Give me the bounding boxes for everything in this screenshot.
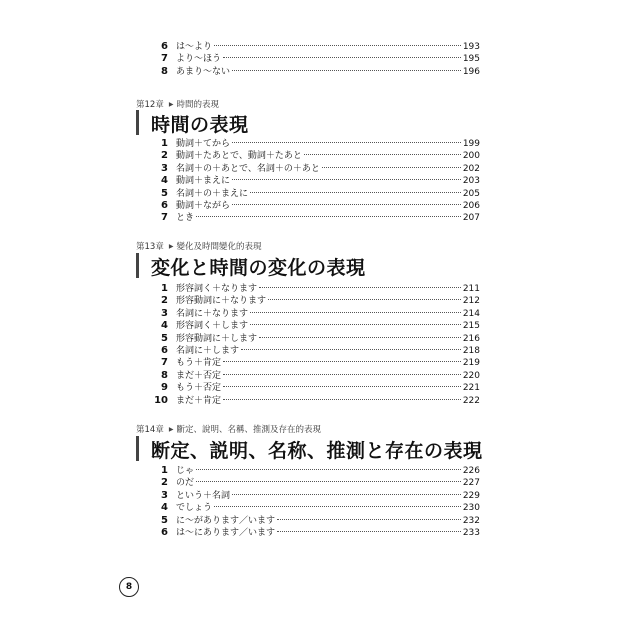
entry-page: 193 bbox=[462, 42, 480, 52]
toc-entry[interactable] bbox=[150, 395, 480, 407]
entry-title: 動詞＋たあとで、動詞＋たあと bbox=[176, 151, 302, 162]
entry-number: 3 bbox=[161, 162, 168, 174]
entry-number: 8 bbox=[161, 369, 168, 381]
toc-entry[interactable] bbox=[150, 308, 480, 320]
chapter-number: 第12章 bbox=[136, 100, 164, 110]
entry-page: 200 bbox=[462, 151, 480, 162]
chapter-13-title[interactable]: 変化と時間の変化の表現 bbox=[151, 257, 366, 279]
toc-entry[interactable] bbox=[150, 295, 480, 307]
dot-leader bbox=[241, 349, 461, 350]
dot-leader bbox=[232, 142, 461, 143]
toc-entry[interactable] bbox=[150, 515, 480, 527]
entry-title: は～より bbox=[176, 42, 213, 52]
page-number-badge: 8 bbox=[119, 577, 139, 597]
dot-leader bbox=[214, 45, 461, 46]
toc-entry[interactable] bbox=[150, 53, 480, 65]
entry-page: 215 bbox=[462, 321, 480, 332]
chapter-subtitle: 時間的表現 bbox=[176, 100, 219, 110]
entry-number: 7 bbox=[161, 357, 168, 369]
toc-entry[interactable] bbox=[150, 188, 480, 200]
entry-page: 219 bbox=[462, 358, 480, 369]
entry-number: 2 bbox=[161, 295, 168, 307]
toc-entry[interactable] bbox=[150, 283, 480, 295]
toc-entry[interactable] bbox=[150, 138, 480, 150]
toc-entry[interactable] bbox=[150, 320, 480, 332]
entry-number: 6 bbox=[161, 344, 168, 356]
entry-title: 名詞に＋します bbox=[176, 345, 240, 356]
chapter-number: 第14章 bbox=[136, 425, 164, 435]
entry-number: 3 bbox=[161, 489, 168, 501]
chapter-12-label bbox=[136, 98, 219, 110]
dot-leader bbox=[223, 57, 461, 58]
entry-number: 8 bbox=[161, 65, 168, 77]
entry-title: もう＋否定 bbox=[176, 383, 222, 394]
entry-page: 214 bbox=[462, 308, 480, 319]
entry-page: 230 bbox=[462, 503, 480, 514]
entry-number: 4 bbox=[161, 175, 168, 187]
entry-title: 形容詞く＋します bbox=[176, 321, 249, 332]
entry-page: 196 bbox=[462, 66, 480, 77]
entry-number: 9 bbox=[161, 382, 168, 394]
entry-page: 226 bbox=[462, 466, 480, 476]
dot-leader bbox=[196, 216, 461, 217]
entry-title: でしょう bbox=[176, 503, 213, 514]
entry-number: 2 bbox=[161, 150, 168, 162]
entry-page: 221 bbox=[462, 383, 480, 394]
toc-entry[interactable] bbox=[150, 345, 480, 357]
entry-number: 4 bbox=[161, 320, 168, 332]
entry-page: 206 bbox=[462, 200, 480, 211]
dot-leader bbox=[223, 374, 461, 375]
entry-number: 6 bbox=[161, 199, 168, 211]
entry-number: 1 bbox=[161, 465, 168, 476]
entry-title: 動詞＋てから bbox=[176, 139, 231, 149]
entry-title: 名詞＋の＋あとで、名詞＋の＋あと bbox=[176, 163, 320, 174]
entry-title: のだ bbox=[176, 478, 195, 489]
entry-page: 211 bbox=[462, 284, 480, 294]
entry-number: 2 bbox=[161, 477, 168, 489]
entry-number: 5 bbox=[161, 514, 168, 526]
chapter-13-label bbox=[136, 240, 261, 252]
entry-page: 229 bbox=[462, 490, 480, 501]
entry-title: もう＋肯定 bbox=[176, 358, 222, 369]
dot-leader bbox=[196, 469, 461, 470]
dot-leader bbox=[223, 386, 461, 387]
entry-page: 202 bbox=[462, 163, 480, 174]
entry-number: 10 bbox=[154, 394, 168, 406]
entry-title: じゃ bbox=[176, 466, 195, 476]
entry-title: 形容詞く＋なります bbox=[176, 284, 258, 294]
chapter-subtitle: 斷定、說明、名稱、推測及存在的表現 bbox=[176, 425, 321, 435]
toc-entry[interactable] bbox=[150, 502, 480, 514]
triangle-icon: ▶ bbox=[168, 425, 174, 433]
entry-page: 199 bbox=[462, 139, 480, 149]
entry-page: 232 bbox=[462, 515, 480, 526]
chapter-bar bbox=[136, 436, 139, 461]
entry-page: 218 bbox=[462, 345, 480, 356]
dot-leader bbox=[250, 312, 461, 313]
entry-title: より～ほう bbox=[176, 54, 222, 65]
dot-leader bbox=[277, 531, 461, 532]
toc-entry[interactable] bbox=[150, 490, 480, 502]
entry-page: 203 bbox=[462, 176, 480, 187]
entry-number: 6 bbox=[161, 526, 168, 538]
dot-leader bbox=[214, 506, 461, 507]
dot-leader bbox=[232, 179, 461, 180]
entry-number: 7 bbox=[161, 212, 168, 224]
entry-number: 5 bbox=[161, 332, 168, 344]
chapter-number: 第13章 bbox=[136, 242, 164, 252]
entry-title: あまり～ない bbox=[176, 66, 231, 77]
toc-entry[interactable] bbox=[150, 200, 480, 212]
entry-title: という＋名詞 bbox=[176, 490, 231, 501]
dot-leader bbox=[259, 337, 461, 338]
entry-title: に～があります／います bbox=[176, 515, 276, 526]
toc-entry[interactable] bbox=[150, 477, 480, 489]
toc-entry[interactable] bbox=[150, 163, 480, 175]
dot-leader bbox=[259, 287, 461, 288]
chapter-14-title[interactable]: 断定、説明、名称、推測と存在の表現 bbox=[151, 440, 483, 462]
dot-leader bbox=[250, 324, 461, 325]
toc-list-continued bbox=[150, 41, 480, 78]
toc-entry[interactable] bbox=[150, 382, 480, 394]
dot-leader bbox=[277, 519, 461, 520]
toc-entry[interactable] bbox=[150, 66, 480, 78]
toc-entry[interactable] bbox=[150, 175, 480, 187]
entry-number: 1 bbox=[161, 138, 168, 149]
toc-entry[interactable] bbox=[150, 212, 480, 224]
triangle-icon: ▶ bbox=[168, 242, 174, 250]
entry-page: 227 bbox=[462, 478, 480, 489]
chapter-12-entries bbox=[150, 138, 480, 225]
entry-page: 212 bbox=[462, 296, 480, 307]
chapter-12-title[interactable]: 時間の表現 bbox=[151, 114, 249, 136]
entry-title: 動詞＋まえに bbox=[176, 176, 231, 187]
dot-leader bbox=[322, 167, 461, 168]
dot-leader bbox=[268, 299, 461, 300]
entry-title: 形容動詞に＋します bbox=[176, 333, 258, 344]
chapter-bar bbox=[136, 110, 139, 135]
entry-page: 195 bbox=[462, 54, 480, 65]
entry-number: 5 bbox=[161, 187, 168, 199]
dot-leader bbox=[304, 154, 461, 155]
entry-title: は～にあります／います bbox=[176, 527, 276, 538]
chapter-14-label bbox=[136, 423, 321, 435]
toc-entry[interactable] bbox=[150, 41, 480, 53]
dot-leader bbox=[232, 494, 461, 495]
entry-page: 220 bbox=[462, 370, 480, 381]
chapter-13-entries bbox=[150, 283, 480, 407]
dot-leader bbox=[223, 361, 461, 362]
entry-number: 3 bbox=[161, 307, 168, 319]
entry-title: まだ＋肯定 bbox=[176, 395, 222, 406]
toc-entry[interactable] bbox=[150, 465, 480, 477]
entry-page: 216 bbox=[462, 333, 480, 344]
entry-page: 207 bbox=[462, 213, 480, 224]
dot-leader bbox=[232, 204, 461, 205]
entry-page: 222 bbox=[462, 395, 480, 406]
chapter-bar bbox=[136, 253, 139, 278]
toc-entry[interactable] bbox=[150, 150, 480, 162]
toc-entry[interactable] bbox=[150, 370, 480, 382]
entry-title: とき bbox=[176, 213, 195, 224]
entry-number: 1 bbox=[161, 283, 168, 294]
toc-entry[interactable] bbox=[150, 333, 480, 345]
entry-page: 233 bbox=[462, 527, 480, 538]
chapter-14-entries bbox=[150, 465, 480, 539]
chapter-subtitle: 變化及時間變化的表現 bbox=[176, 242, 262, 252]
entry-title: 動詞＋ながら bbox=[176, 200, 231, 211]
entry-title: 形容動詞に＋なります bbox=[176, 296, 267, 307]
entry-page: 205 bbox=[462, 188, 480, 199]
entry-title: まだ＋否定 bbox=[176, 370, 222, 381]
entry-number: 7 bbox=[161, 53, 168, 65]
toc-entry[interactable] bbox=[150, 527, 480, 539]
entry-title: 名詞に＋なります bbox=[176, 308, 249, 319]
dot-leader bbox=[232, 70, 461, 71]
dot-leader bbox=[196, 481, 461, 482]
entry-title: 名詞＋の＋まえに bbox=[176, 188, 249, 199]
entry-number: 4 bbox=[161, 502, 168, 514]
dot-leader bbox=[223, 399, 461, 400]
dot-leader bbox=[250, 192, 461, 193]
triangle-icon: ▶ bbox=[168, 100, 174, 108]
entry-number: 6 bbox=[161, 41, 168, 52]
toc-entry[interactable] bbox=[150, 357, 480, 369]
